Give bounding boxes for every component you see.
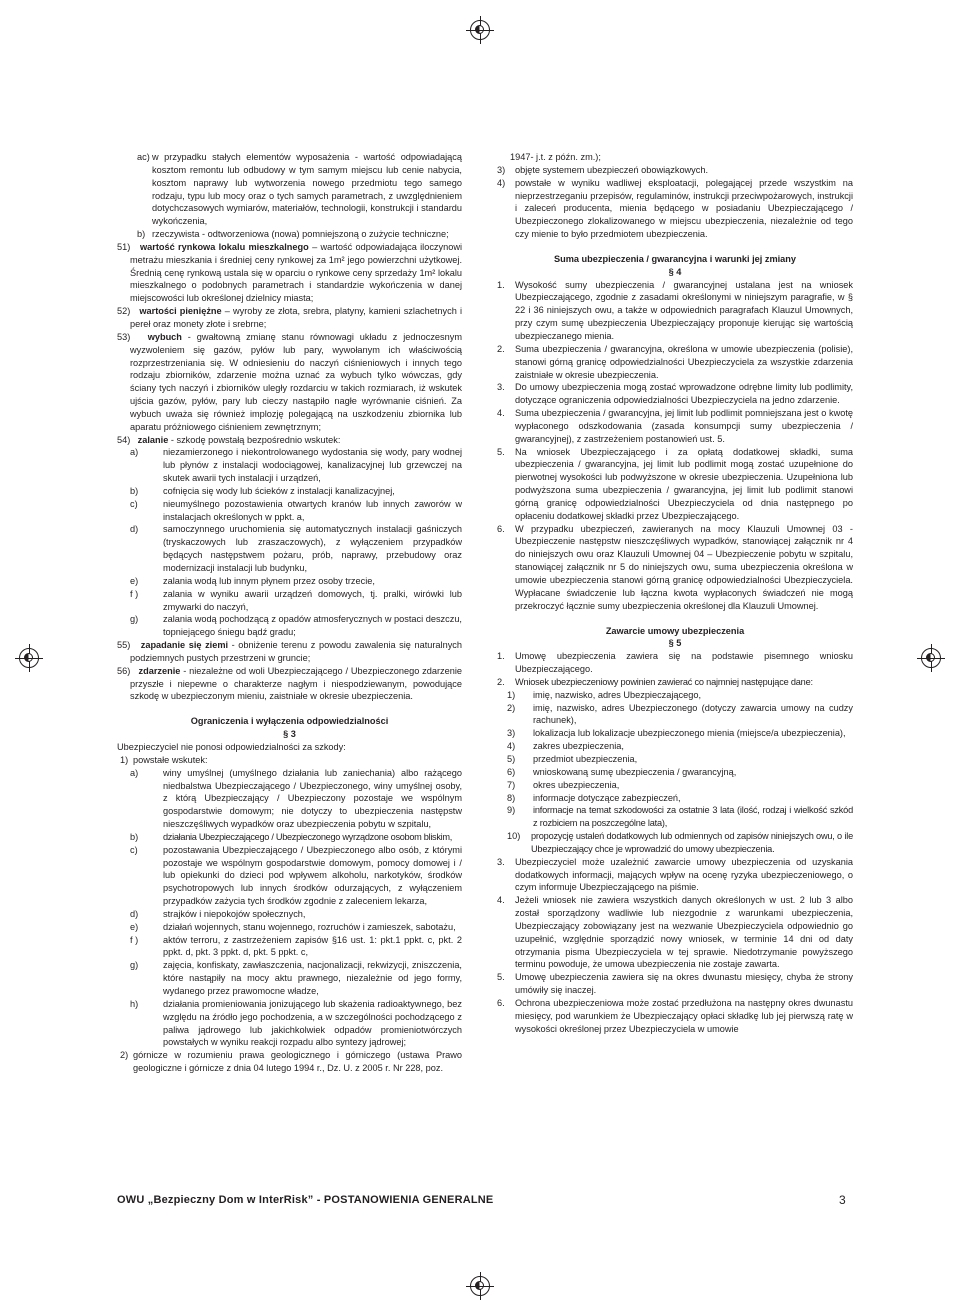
list-item: f ) aktów terroru, z zastrzeżeniem zapisów §16 ust. 1: pkt.1 ppkt. c, pkt. 2 ppkt. d, pkt. 3 ppkt. d, pkt. 5 ppkt. c, — [130, 934, 462, 958]
list-item: ac) w przypadku stałych elementów wyposażenia - wartość odpowiadającą kosztom remontu lub odbudowy w tym samym miejscu lub cenie nabycia, kosztom naprawy lub wytworzenia nowego przedmiotu tego samego rodzaju, typu lub mocy oraz o tych samych parametrach, z uwzględnieniem dotychczasowych wymiarów, materiałów, technologii, konstrukcji i standardu wykończenia, — [137, 152, 462, 227]
list-item: 3) objęte systemem ubezpieczeń obowiązkowych. — [497, 164, 709, 175]
list-item: 5) przedmiot ubezpieczenia, — [507, 753, 638, 764]
page-number: 3 — [839, 1193, 846, 1207]
list-item: 3. Ubezpieczyciel może uzależnić zawarcie umowy ubezpieczenia od uzyskania dodatkowych informacji, mających wpływ na ocenę ryzyka ubezpieczeniowego, o czym informuje Ubezpieczającego na piśmie. — [497, 856, 853, 893]
list-item: 4. Jeżeli wniosek nie zawiera wszystkich danych określonych w ust. 2 lub 3 albo został sporządzony wadliwie lub niezgodnie z warunkami ubezpieczenia, Ubezpieczający zobowiązany jest na wezwanie Ubezpieczyciela odpowiednio go uzupełnić, względnie sporządzić nowy wniosek, w terminie 14 dni od daty otrzymania pisma Ubezpieczyciela w tej sprawie. Niedotrzymanie powyższego terminu powoduje, że umowa ubezpieczenia nie zostaje zawarta. — [497, 895, 853, 970]
list-item: 5. Umowę ubezpieczenia zawiera się na okres dwunastu miesięcy, chyba że strony umówiły się inaczej. — [497, 972, 853, 996]
list-item: 8) informacje dotyczące zabezpieczeń, — [507, 792, 681, 803]
list-item: b) cofnięcia się wody lub ścieków z instalacji kanalizacyjnej, — [130, 485, 395, 496]
list-item: b) rzeczywista - odtworzeniowa (nowa) pomniejszoną o zużycie techniczne; — [137, 229, 449, 240]
list-item: d) strajków i niepokojów społecznych, — [130, 908, 306, 919]
list-item: 3. Do umowy ubezpieczenia mogą zostać wprowadzone odrębne limity lub podlimity, dotyczące ograniczenia odpowiedzialności Ubezpieczyciela na jedno zdarzenie. — [497, 382, 853, 406]
list-item: 6) wnioskowaną sumę ubezpieczenia / gwarancyjną, — [507, 766, 737, 777]
registration-mark-icon — [470, 1276, 490, 1296]
list-item: 3) lokalizacja lub lokalizacje ubezpieczonego mienia (miejsce/a ubezpieczenia), — [507, 728, 846, 739]
section-heading: Ograniczenia i wyłączenia odpowiedzialności — [190, 716, 389, 727]
list-item: 2) imię, nazwisko, adres Ubezpieczonego (dotyczy zawarcia umowy na cudzy rachunek), — [507, 702, 853, 726]
continuation-text: 1947- j.t. z późn. zm.); — [510, 152, 601, 162]
right-column — [497, 151, 853, 1036]
registration-mark-icon — [921, 648, 941, 668]
list-item: c) pozostawania Ubezpieczającego / Ubezpieczonego albo osób, z którymi pozostaje we wspólnym gospodarstwie domowym, pomocy domowej i / lub opiekunki do dzieci pod wpływem alkoholu, narkotyków, środków psychotropowych lub innych środków odurzających, z wyłączeniem przypadków zażycia tych środków zgodnie z zaleceniem lekarza, — [130, 844, 462, 907]
list-item: 2. Suma ubezpieczenia / gwarancyjna, określona w umowie ubezpieczenia (polisie), stanowi górną granicę odpowiedzialności Ubezpieczyciela za wszystkie zdarzenia zaistniałe w okresie ubezpieczenia. — [497, 343, 853, 380]
list-item: h) działania promieniowania jonizującego lub skażenia radioaktywnego, bez względu na źródło jego pochodzenia, a w szczególności pochodzącego z paliwa jądrowego lub jakichkolwiek odpadów promieniotwórczych powstałych w wyniku reakcji rozpadu albo syntezy jądrowej; — [130, 998, 462, 1048]
definition-56: 56) zdarzenie - niezależne od woli Ubezpieczającego / Ubezpieczonego zdarzenie przyszłe i niepewne o charakterze nagłym i niespodziewanym, powodujące szkodę w ubezpieczonym mieniu, zaistniałe w okresie ubezpieczenia. — [117, 665, 462, 702]
list-item: 1. Umowę ubezpieczenia zawiera się na podstawie pisemnego wniosku Ubezpieczającego. — [497, 651, 853, 675]
list-item: g) zalania wodą pochodzącą z opadów atmosferycznych w postaci deszczu, topniejącego śniegu bądź gradu; — [130, 614, 462, 638]
list-item: 2) górnicze w rozumieniu prawa geologicznego i górniczego (ustawa Prawo geologiczne i górnicze z dnia 04 lutego 1994 r., Dz. U. z 2005 r. Nr 228, poz. — [120, 1050, 462, 1074]
list-item: 2. Wniosek ubezpieczeniowy powinien zawierać co najmniej następujące dane: — [497, 676, 813, 687]
definition-52: 52) wartości pieniężne – wyroby ze złota, srebra, platyny, kamieni szlachetnych i pereł oraz monety złote i srebrne; — [117, 306, 462, 329]
list-item: 6. Ochrona ubezpieczeniowa może zostać przedłużona na następny okres dwunastu miesięcy, pod warunkiem że Ubezpieczający opłaci składkę lub jej pierwszą ratę w wysokości określonej przez Ubezpieczyciela w umowie — [497, 998, 853, 1034]
list-item: 4) zakres ubezpieczenia, — [507, 741, 624, 752]
list-item: e) działań wojennych, stanu wojennego, rozruchów i zamieszek, sabotażu, — [130, 921, 456, 932]
list-item: 4. Suma ubezpieczenia / gwarancyjna, jej limit lub podlimit pomniejszana jest o kwotę wypłaconego odszkodowania (zasada konsumpcji sumy ubezpieczenia / gwarancyjnej), z zastrzeżeniem postanowień ust. 5. — [497, 408, 853, 444]
list-item: 6. W przypadku ubezpieczeń, zawieranych na mocy Klauzuli Umownej 03 - Ubezpieczenie następstw nieszczęśliwych wypadków, stanowiącej załącznik nr 4 do niniejszych owu oraz Klauzuli Umownej 04 – Ubezpieczenie pobytu w szpitalu, stanowiącej załącznik nr 5 do niniejszych owu, suma ubezpieczenia określona w umowie ubezpieczenia stanowi górną granicę odpowiedzialności Ubezpieczyciela. Wypłacane świadczenie lub łączna kwota wypłaconych świadczeń nie mogą przekroczyć łącznie sumy ubezpieczenia określonej dla Klauzuli Umownej. — [497, 523, 853, 611]
list-item: d) samoczynnego uruchomienia się automatycznych instalacji gaśniczych (tryskaczowych lub zraszaczowych), z wyłączeniem przypadków będących następstwem pożaru, prób, naprawy, przebudowy oraz modernizacji instalacji lub budynku, — [130, 524, 462, 573]
section-intro: Ubezpieczyciel nie ponosi odpowiedzialności za szkody: — [117, 741, 346, 752]
registration-mark-icon — [19, 648, 39, 668]
list-item: e) zalania wodą lub innym płynem przez osoby trzecie, — [130, 575, 375, 586]
list-item: 5. Na wniosek Ubezpieczającego i za opłatą dodatkowej składki, suma ubezpieczenia / gwarancyjna, jej limit lub podlimit mogą zostać uzupełnione do pierwotnej wysokości lub podwyższone w okresie ubezpieczenia. Uzupełniona lub podwyższona suma ubezpieczenia / gwarancyjna, jej limit lub podlimit stanowi górną granicę odpowiedzialności Ubezpieczyciela od dnia następnego po opłaceniu dodatkowej składki przez Ubezpieczającego. — [497, 446, 853, 521]
footer-title: OWU „Bezpieczny Dom w InterRisk” - POSTANOWIENIA GENERALNE — [117, 1194, 494, 1206]
paragraph-number: § 3 — [283, 729, 296, 740]
definition-55: 55) zapadanie się ziemi - obniżenie terenu z powodu zawalenia się naturalnych podziemnych pustych przestrzeni w gruncie; — [117, 640, 462, 663]
list-item: 1) powstałe wskutek: — [120, 754, 208, 765]
definition-54: 54) zalanie - szkodę powstałą bezpośrednio wskutek: — [117, 434, 341, 445]
section-heading: Zawarcie umowy ubezpieczenia — [605, 625, 745, 636]
list-item: a) winy umyślnej (umyślnego działania lub zaniechania) albo rażącego niedbalstwa Ubezpieczającego / Ubezpieczonego, winy umyślnej osoby, z którą Ubezpieczający / Ubezpieczony pozostaje we wspólnym gospodarstwie domowym; nie dotyczy to ubezpieczenia następstw nieszczęśliwych wypadków oraz ubezpieczenia pobytu w szpitalu, — [130, 767, 462, 830]
section-heading: Suma ubezpieczenia / gwarancyjna i warunki jej zmiany — [553, 253, 797, 264]
registration-mark-icon — [470, 20, 490, 40]
definition-51: 51) wartość rynkowa lokalu mieszkalnego – wartość odpowiadająca iloczynowi metrażu mieszkania i średniej ceny rynkowej za 1m² jego powierzchni użytkowej. Średnią cenę rynkową ustala się w oparciu o rynkowe ceny sprzedaży 1m² lokalu mieszkalnego o podobnych parametrach i standardzie wykończenia w danej miejscowości lub określonej dzielnicy miasta; — [117, 241, 462, 304]
definition-53: 53) wybuch - gwałtowną zmianę stanu równowagi układu z jednoczesnym wyzwoleniem się gazów, pyłów lub pary, wywołanym ich właściwością rozprzestrzeniania się. W odniesieniu do naczyń ciśnieniowych i innych tego rodzaju zbiorników, zdarzenie można uznać za wybuch tylko wówczas, gdy ściany tych naczyń i zbiorników uległy rozdarciu w takich rozmiarach, iż wskutek ujścia gazów, pyłów, pary lub cieczy nastąpiło nagłe wyrównanie ciśnień. Za wybuch uważa się również implozję polegającą na uszkodzeniu zbiornika lub aparatu próżniowego ciśnieniem zewnętrznym; — [117, 331, 462, 432]
list-item: 1) imię, nazwisko, adres Ubezpieczającego, — [507, 689, 702, 700]
list-item: 1. Wysokość sumy ubezpieczenia / gwarancyjnej ustalana jest na wniosek Ubezpieczającego, zgodnie z zasadami określonymi w niniejszym paragrafie, w § 22 i 36 niniejszych owu, a także w odpowiednich paragrafach Klauzul Umownych, przy czym sumę ubezpieczenia Ubezpieczający proponuje kierując się wartością ubezpieczanego mienia. — [497, 279, 853, 341]
list-item: a) niezamierzonego i niekontrolowanego wydostania się wody, pary wodnej lub płynów z instalacji wodociągowej, kanalizacyjnej lub grzewczej na skutek awarii tych instalacji i urządzeń, — [130, 447, 462, 484]
list-item: f ) zalania w wyniku awarii urządzeń domowych, tj. pralki, wirówki lub zmywarki do naczyń, — [130, 588, 462, 612]
list-item: 4) powstałe w wyniku wadliwej eksploatacji, polegającej przede wszystkim na nieprzestrzeganiu przepisów, regulaminów, instrukcji przeciwpożarowych, instrukcji i zaleceń producenta, mienia będącego w posiadaniu Ubezpieczającego / Ubezpieczonego zlokalizowanego w miejscu ubezpieczenia, niezależnie od tego czy mienie to było przedmiotem ubezpieczenia. — [497, 177, 853, 240]
paragraph-number: § 5 — [668, 638, 682, 649]
list-item: 9) informacje na temat szkodowości za ostatnie 3 lata (ilość, rodzaj i wielkość szkód z rozbiciem na poszczególne lata), — [507, 805, 853, 829]
list-item: c) nieumyślnego pozostawienia otwartych kranów lub innych zaworów w instalacjach określonych w ppkt. a, — [130, 498, 462, 522]
paragraph-number: § 4 — [668, 266, 682, 277]
list-item: 7) okres ubezpieczenia, — [507, 779, 620, 790]
left-column — [117, 151, 462, 1075]
list-item: b) działania Ubezpieczającego / Ubezpieczonego wyrządzone osobom bliskim, — [130, 831, 452, 842]
list-item: g) zajęcia, konfiskaty, zawłaszczenia, nacjonalizacji, rekwizycji, zniszczenia, które nastąpiły na mocy aktu prawnego, niezależnie od jego formy, wydanego przez prawomocne władze, — [130, 960, 462, 996]
list-item: 10) propozycję ustaleń dodatkowych lub odmiennych od zapisów niniejszych owu, o ile Ubezpieczający chce je wprowadzić do umowy ubezpieczenia. — [507, 831, 853, 854]
